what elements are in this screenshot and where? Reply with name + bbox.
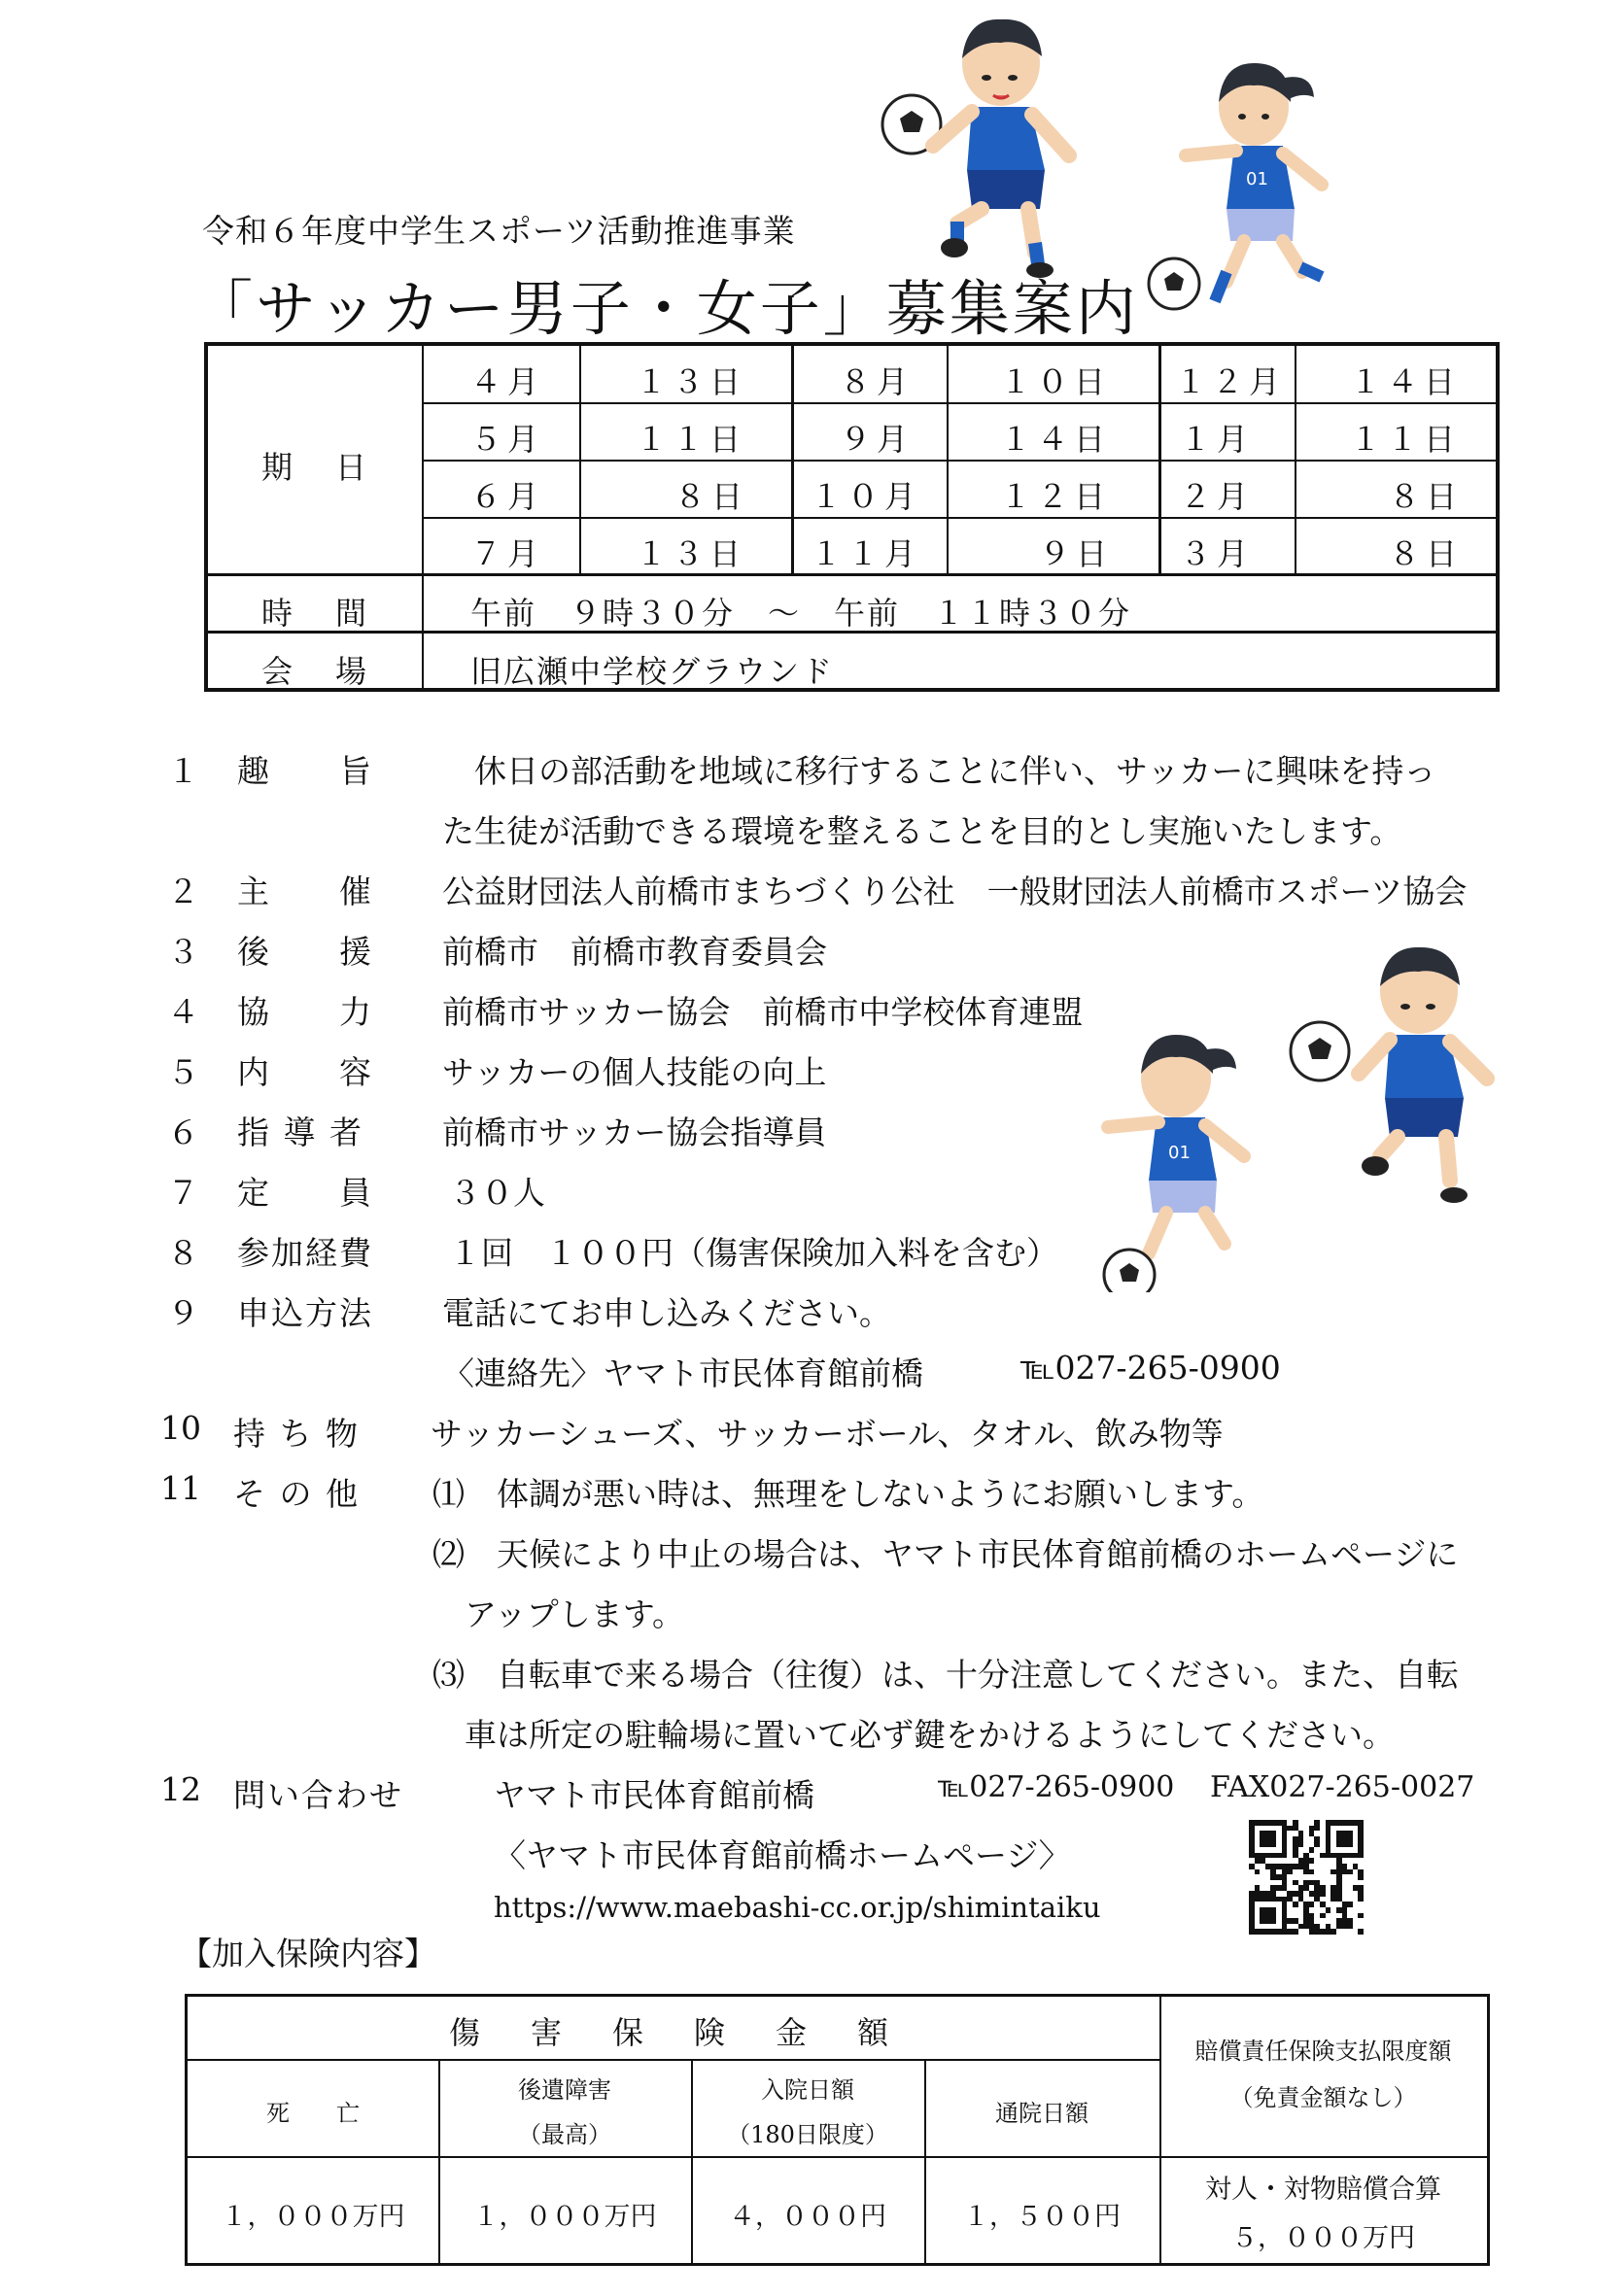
schedule-cell: １３日 xyxy=(636,535,747,572)
schedule-cell: ７月 xyxy=(470,535,545,572)
section-label: 問い合わせ xyxy=(233,1776,403,1814)
schedule-cell: １月 xyxy=(1180,421,1255,458)
section-text: ３０人 xyxy=(449,1174,545,1212)
schedule-cell: ８日 xyxy=(1389,535,1464,572)
col-header: 死 亡 xyxy=(266,2100,360,2127)
section-text: １回 １００円（傷害保険加入料を含む） xyxy=(449,1234,1058,1272)
liability-header-sub: （免責金額なし） xyxy=(1229,2084,1417,2111)
schedule-cell: １１日 xyxy=(636,421,747,458)
section-label: 指 導 者 xyxy=(237,1114,363,1151)
section-num: ４ xyxy=(167,993,199,1031)
inquiry-tel: ℡027-265-0900 xyxy=(938,1770,1175,1804)
homepage-url[interactable]: https://www.maebashi-cc.or.jp/shimintaiku xyxy=(494,1891,1101,1924)
section-text: 公益財団法人前橋市まちづくり公社 一般財団法人前橋市スポーツ協会 xyxy=(442,873,1468,910)
apply-tel: ℡027-265-0900 xyxy=(1020,1349,1281,1387)
section-label: 後 援 xyxy=(237,933,373,971)
col-header: 後遺障害 xyxy=(518,2076,611,2104)
inquiry-name: ヤマト市民体育館前橋 xyxy=(494,1776,814,1814)
page-title: 「サッカー男子・女子」募集案内 xyxy=(192,273,1139,344)
section-label: そ の 他 xyxy=(233,1475,360,1513)
section-label: 主 催 xyxy=(237,873,373,910)
section-num: ９ xyxy=(167,1294,199,1332)
qr-code[interactable] xyxy=(1249,1820,1364,1935)
section-label: 参加経費 xyxy=(237,1234,373,1272)
liability-header: 賠償責任保険支払限度額 xyxy=(1194,2038,1452,2065)
schedule-cell: １０日 xyxy=(1000,363,1112,400)
value-cell: ４，０００円 xyxy=(729,2202,886,2232)
section-num: 12 xyxy=(160,1770,201,1808)
schedule-cell: ５月 xyxy=(470,421,545,458)
col-header: 通院日額 xyxy=(995,2100,1088,2127)
section-text: サッカーの個人技能の向上 xyxy=(442,1053,827,1091)
value-cell: １，５００円 xyxy=(963,2202,1121,2232)
injury-insurance-heading: 傷 害 保 険 金 額 xyxy=(448,2014,898,2051)
schedule-cell: ６月 xyxy=(470,478,545,515)
homepage-label: 〈ヤマト市民体育館前橋ホームページ〉 xyxy=(494,1836,1071,1874)
liability-value: ５，０００万円 xyxy=(1231,2223,1415,2253)
section-num: ８ xyxy=(167,1234,199,1272)
section-label: 協 力 xyxy=(237,993,373,1031)
section-text: 前橋市サッカー協会 前橋市中学校体育連盟 xyxy=(442,993,1084,1031)
section-num: １ xyxy=(167,752,199,790)
player-girl-illustration xyxy=(1108,1035,1244,1253)
svg-text:01: 01 xyxy=(1168,1143,1191,1163)
section-text: ⑴ 体調が悪い時は、無理をしないようにお願いします。 xyxy=(432,1475,1264,1513)
section-text: た生徒が活動できる環境を整えることを目的とし実施いたします。 xyxy=(442,812,1402,850)
soccer-players-middle-illustration xyxy=(1088,933,1536,1292)
schedule-cell: ２月 xyxy=(1180,478,1255,515)
soccer-ball-icon xyxy=(1291,1022,1349,1080)
col-header-sub: （最高） xyxy=(518,2121,611,2148)
section-label: 持 ち 物 xyxy=(233,1415,360,1453)
section-label: 趣 旨 xyxy=(237,752,373,790)
liability-value: 対人・対物賠償合算 xyxy=(1205,2175,1441,2205)
schedule-cell: ８日 xyxy=(1389,478,1464,515)
insurance-table xyxy=(185,1994,1490,2266)
schedule-cell: ８日 xyxy=(674,478,749,515)
section-text: 前橋市 前橋市教育委員会 xyxy=(442,933,827,971)
player-boy-illustration xyxy=(1359,947,1487,1203)
value-cell: １，０００万円 xyxy=(221,2202,405,2232)
section-num: ３ xyxy=(167,933,199,971)
schedule-cell: ９月 xyxy=(840,421,915,458)
section-text: サッカーシューズ、サッカーボール、タオル、飲み物等 xyxy=(431,1415,1224,1453)
soccer-ball-icon xyxy=(1149,258,1199,309)
section-label: 定 員 xyxy=(237,1174,373,1212)
apply-contact: 〈連絡先〉ヤマト市民体育館前橋 xyxy=(442,1354,923,1392)
col-header-sub: （180日限度） xyxy=(727,2121,888,2148)
schedule-cell: １１月 xyxy=(811,535,922,572)
section-text: ⑶ 自転車で来る場合（往復）は、十分注意してください。また、自転 xyxy=(432,1656,1459,1694)
section-num: ５ xyxy=(167,1053,199,1091)
section-num: ７ xyxy=(167,1174,199,1212)
schedule-cell: １２月 xyxy=(1175,363,1287,400)
schedule-cell: ８月 xyxy=(840,363,915,400)
svg-text:01: 01 xyxy=(1246,169,1268,189)
section-text: アップします。 xyxy=(432,1595,685,1633)
schedule-cell: ３月 xyxy=(1180,535,1255,572)
label-venue: 会 場 xyxy=(261,653,373,690)
section-num: ６ xyxy=(167,1114,199,1151)
inquiry-fax: FAX027-265-0027 xyxy=(1210,1770,1475,1804)
section-num: ２ xyxy=(167,873,199,910)
schedule-cell: １４日 xyxy=(1350,363,1462,400)
schedule-cell: １２日 xyxy=(1000,478,1112,515)
section-label: 申込方法 xyxy=(237,1294,373,1332)
section-text: 休日の部活動を地域に移行することに伴い、サッカーに興味を持っ xyxy=(442,752,1436,790)
section-label: 内 容 xyxy=(237,1053,373,1091)
insurance-heading: 【加入保険内容】 xyxy=(180,1935,436,1972)
player-boy-illustration xyxy=(933,19,1069,278)
player-girl-illustration xyxy=(1186,63,1322,301)
section-num: 11 xyxy=(160,1469,201,1507)
label-dates: 期 日 xyxy=(261,449,373,486)
schedule-cell: １３日 xyxy=(636,363,747,400)
section-num: 10 xyxy=(160,1409,201,1447)
section-text: 電話にてお申し込みください。 xyxy=(442,1294,891,1332)
schedule-cell: １４日 xyxy=(1000,421,1112,458)
schedule-cell: １０月 xyxy=(811,478,922,515)
section-text: 前橋市サッカー協会指導員 xyxy=(442,1114,827,1151)
label-time: 時 間 xyxy=(261,595,373,632)
col-header: 入院日額 xyxy=(761,2076,854,2104)
soccer-ball-icon xyxy=(1104,1250,1155,1292)
schedule-table xyxy=(204,342,1500,692)
time-value: 午前 ９時３０分 ～ 午前 １１時３０分 xyxy=(470,595,1132,632)
subtitle: 令和６年度中学生スポーツ活動推進事業 xyxy=(202,212,796,250)
schedule-cell: ４月 xyxy=(470,363,545,400)
schedule-cell: ９日 xyxy=(1039,535,1114,572)
section-text: ⑵ 天候により中止の場合は、ヤマト市民体育館前橋のホームページに xyxy=(432,1535,1459,1573)
schedule-cell: １１日 xyxy=(1350,421,1462,458)
section-text: 車は所定の駐輪場に置いて必ず鍵をかけるようにしてください。 xyxy=(432,1716,1395,1754)
venue-value: 旧広瀬中学校グラウンド xyxy=(470,653,835,690)
value-cell: １，０００万円 xyxy=(472,2202,657,2232)
